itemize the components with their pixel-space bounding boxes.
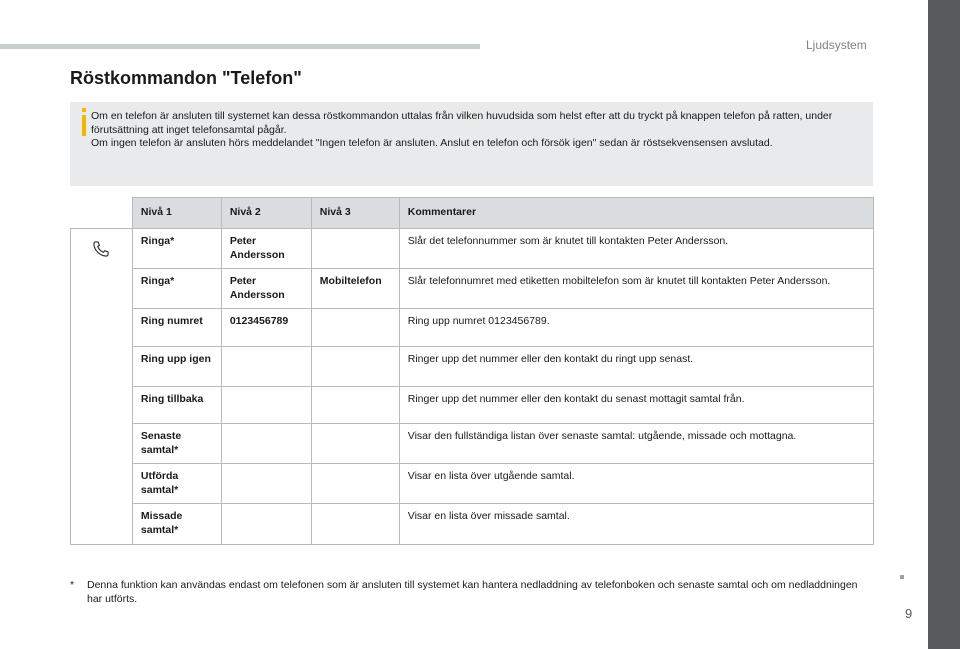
table-row xyxy=(71,309,874,347)
level2-cell: Peter Andersson xyxy=(221,229,311,269)
level3-cell xyxy=(311,309,399,347)
column-header-level2: Nivå 2 xyxy=(221,198,311,229)
level2-cell xyxy=(221,464,311,504)
comment-cell: Visar en lista över utgående samtal. xyxy=(399,464,873,504)
level1-cell: Ring upp igen xyxy=(132,347,221,387)
table-header-row xyxy=(71,198,874,229)
icon-cell xyxy=(71,229,133,545)
header-blank-cell xyxy=(71,198,133,229)
level2-cell xyxy=(221,347,311,387)
level3-cell xyxy=(311,464,399,504)
info-text xyxy=(91,110,868,151)
level2-cell: Peter Andersson xyxy=(221,269,311,309)
level3-cell xyxy=(311,347,399,387)
section-name: Ljudsystem xyxy=(806,38,867,52)
comment-cell: Ringer upp det nummer eller den kontakt du senast mottagit samtal från. xyxy=(399,387,873,424)
column-header-level1: Nivå 1 xyxy=(132,198,221,229)
column-header-comments: Kommentarer xyxy=(399,198,873,229)
level1-cell: Ring tillbaka xyxy=(132,387,221,424)
level2-cell: 0123456789 xyxy=(221,309,311,347)
level3-cell xyxy=(311,424,399,464)
table-row xyxy=(71,464,874,504)
level1-cell: Utförda samtal* xyxy=(132,464,221,504)
comment-cell: Ringer upp det nummer eller den kontakt du ringt upp senast. xyxy=(399,347,873,387)
level3-cell xyxy=(311,229,399,269)
header-rule xyxy=(0,44,480,49)
comment-cell: Visar en lista över missade samtal. xyxy=(399,504,873,545)
info-paragraph: Om en telefon är ansluten till systemet kan dessa röstkommandon uttalas från vilken huvudsida som helst efter att du tryckt på knappen telefon på ratten, under förutsättning att inget telefonsamtal pågår. xyxy=(91,110,833,136)
side-tab xyxy=(928,0,960,649)
page-marker-dot xyxy=(900,575,904,579)
info-box xyxy=(70,102,873,186)
level2-cell xyxy=(221,504,311,545)
info-icon xyxy=(77,108,91,136)
voice-command-table xyxy=(70,197,874,545)
comment-cell: Slår telefonnumret med etiketten mobiltelefon som är knutet till kontakten Peter Andersson. xyxy=(399,269,873,309)
comment-cell: Slår det telefonnummer som är knutet till kontakten Peter Andersson. xyxy=(399,229,873,269)
level3-cell xyxy=(311,387,399,424)
level3-cell: Mobiltelefon xyxy=(311,269,399,309)
level3-cell xyxy=(311,504,399,545)
page-number: 9 xyxy=(905,606,913,621)
info-paragraph: Om ingen telefon är ansluten hörs meddelandet "Ingen telefon är ansluten. Anslut en telefon och försök igen" sedan är röstsekvensensen avslutad. xyxy=(91,137,773,149)
level1-cell: Senaste samtal* xyxy=(132,424,221,464)
table-row xyxy=(71,347,874,387)
table-row xyxy=(71,504,874,545)
table-row xyxy=(71,387,874,424)
level1-cell: Ring numret xyxy=(132,309,221,347)
level2-cell xyxy=(221,387,311,424)
level1-cell: Missade samtal* xyxy=(132,504,221,545)
comment-cell: Ring upp numret 0123456789. xyxy=(399,309,873,347)
table-row xyxy=(71,269,874,309)
table-row xyxy=(71,229,874,269)
level2-cell xyxy=(221,424,311,464)
page-title: Röstkommandon "Telefon" xyxy=(70,68,302,88)
column-header-level3: Nivå 3 xyxy=(311,198,399,229)
level1-cell: Ringa* xyxy=(132,269,221,309)
level1-cell: Ringa* xyxy=(132,229,221,269)
footnote-mark: * xyxy=(70,579,75,591)
comment-cell: Visar den fullständiga listan över senaste samtal: utgående, missade och mottagna. xyxy=(399,424,873,464)
footnote-text: Denna funktion kan användas endast om telefonen som är ansluten till systemet kan hantera nedladdning av telefonboken och senaste samtal och om nedladdningen har utförts. xyxy=(87,579,858,605)
phone-icon xyxy=(91,239,111,259)
table-row xyxy=(71,424,874,464)
